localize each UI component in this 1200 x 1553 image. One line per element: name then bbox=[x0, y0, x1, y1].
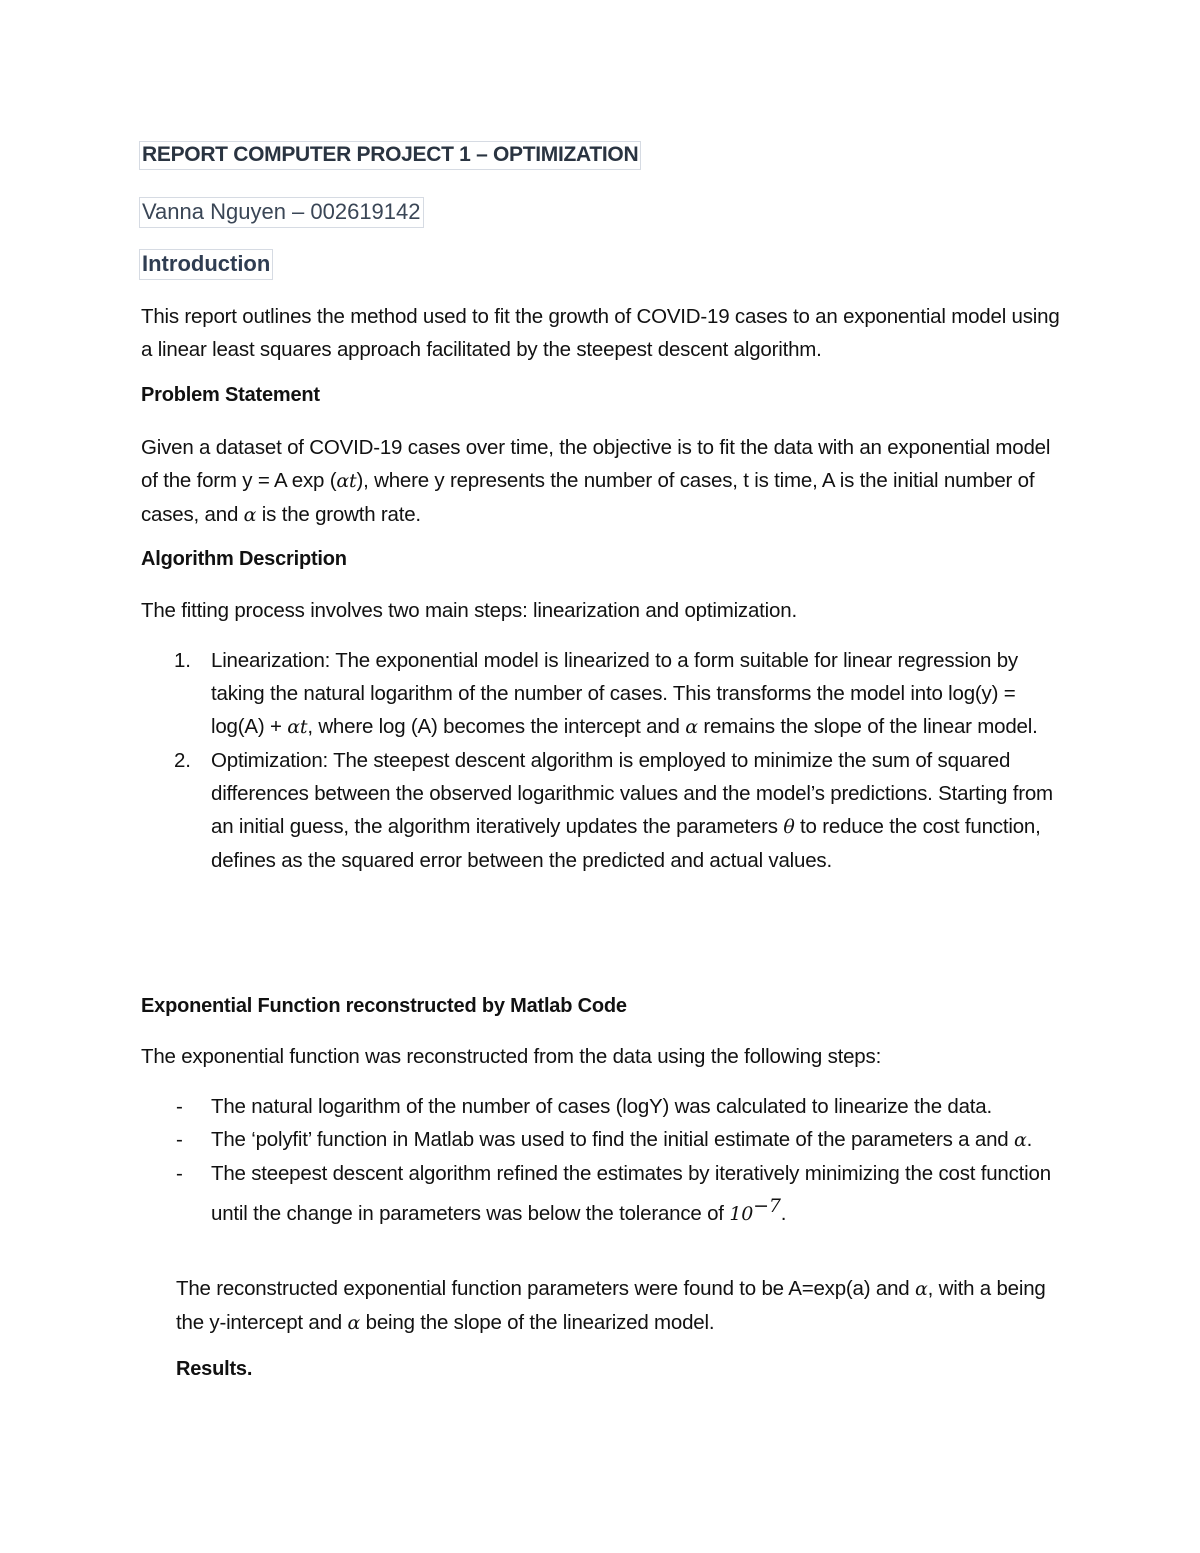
problem-text-2: ), where y represents the number of cases, t is time, A is the initial number of cases, and bbox=[141, 469, 1035, 526]
math-alpha: α bbox=[685, 716, 698, 738]
math-theta: θ bbox=[783, 816, 795, 838]
document-title: REPORT COMPUTER PROJECT 1 – OPTIMIZATION bbox=[139, 141, 641, 170]
list-item bbox=[141, 744, 1061, 877]
list-marker: - bbox=[176, 1162, 183, 1185]
results-heading: Results. bbox=[176, 1358, 253, 1380]
conclusion-text: being the slope of the linearized model. bbox=[360, 1311, 715, 1334]
introduction-heading: Introduction bbox=[139, 249, 273, 280]
step-text: remains the slope of the linear model. bbox=[697, 715, 1038, 738]
list-marker: 1. bbox=[174, 649, 191, 672]
bullet-text: The ‘polyfit’ function in Matlab was used to find the initial estimate of the parameters a and bbox=[211, 1128, 1014, 1151]
reconstruction-intro: The exponential function was reconstructed from the data using the following steps: bbox=[141, 1045, 882, 1068]
problem-text-1: Given a dataset of COVID-19 cases over time, the objective is to fit the data with an exponential model of the form y = A exp ( bbox=[141, 436, 1051, 492]
math-ten: 10 bbox=[729, 1202, 754, 1225]
introduction-paragraph: This report outlines the method used to fit the growth of COVID-19 cases to an exponential model using a linear least squares approach facilitated by the steepest descent algorithm. bbox=[141, 305, 1060, 361]
math-alpha-t: αt bbox=[287, 716, 308, 738]
problem-statement-paragraph bbox=[141, 431, 1061, 532]
algorithm-intro: The fitting process involves two main steps: linearization and optimization. bbox=[141, 599, 797, 622]
problem-text-3: is the growth rate. bbox=[256, 503, 421, 526]
conclusion-text: The reconstructed exponential function parameters were found to be A=exp(a) and bbox=[176, 1277, 915, 1300]
math-exponent: −7 bbox=[753, 1195, 781, 1217]
problem-statement-heading: Problem Statement bbox=[141, 384, 320, 406]
algorithm-heading: Algorithm Description bbox=[141, 548, 347, 570]
reconstruction-steps-list bbox=[141, 1090, 1061, 1231]
algorithm-steps-list bbox=[141, 644, 1061, 877]
math-alpha: α bbox=[1013, 1129, 1027, 1151]
conclusion-text: , with a being the y-intercept and bbox=[176, 1277, 1046, 1334]
list-item bbox=[141, 1090, 1061, 1123]
author-line: Vanna Nguyen – 002619142 bbox=[139, 197, 424, 228]
step-text: to reduce the cost function, defines as the squared error between the predicted and actual values. bbox=[211, 815, 1041, 872]
math-alpha: α bbox=[347, 1312, 361, 1334]
step-text: , where log (A) becomes the intercept and bbox=[307, 715, 686, 738]
reconstruction-heading: Exponential Function reconstructed by Matlab Code bbox=[141, 995, 627, 1017]
bullet-text: . bbox=[780, 1201, 787, 1225]
list-marker: 2. bbox=[174, 749, 191, 772]
bullet-text: The steepest descent algorithm refined the estimates by iteratively minimizing the cost function until the change in parameters was below the tolerance of bbox=[211, 1162, 1051, 1225]
math-alpha: α bbox=[243, 504, 257, 526]
list-item bbox=[141, 1157, 1061, 1231]
math-alpha: α bbox=[914, 1278, 928, 1300]
list-item bbox=[141, 644, 1061, 744]
reconstruction-conclusion bbox=[176, 1272, 1056, 1340]
step-text: Optimization: The steepest descent algorithm is employed to minimize the sum of squared differences between the observed logarithmic values and the model’s predictions. Starting from an initial guess, the algorithm iteratively updates the parameters bbox=[211, 749, 1053, 838]
bullet-text: . bbox=[1026, 1128, 1033, 1151]
bullet-text: The natural logarithm of the number of cases (logY) was calculated to linearize the data. bbox=[211, 1095, 992, 1118]
math-alpha-t: αt bbox=[336, 470, 357, 492]
step-text: Linearization: The exponential model is linearized to a form suitable for linear regression by taking the natural logarithm of the number of cases. This transforms the model into log(y) = log(A) + bbox=[211, 649, 1018, 738]
list-item bbox=[141, 1123, 1061, 1157]
list-marker: - bbox=[176, 1128, 183, 1151]
list-marker: - bbox=[176, 1095, 183, 1118]
